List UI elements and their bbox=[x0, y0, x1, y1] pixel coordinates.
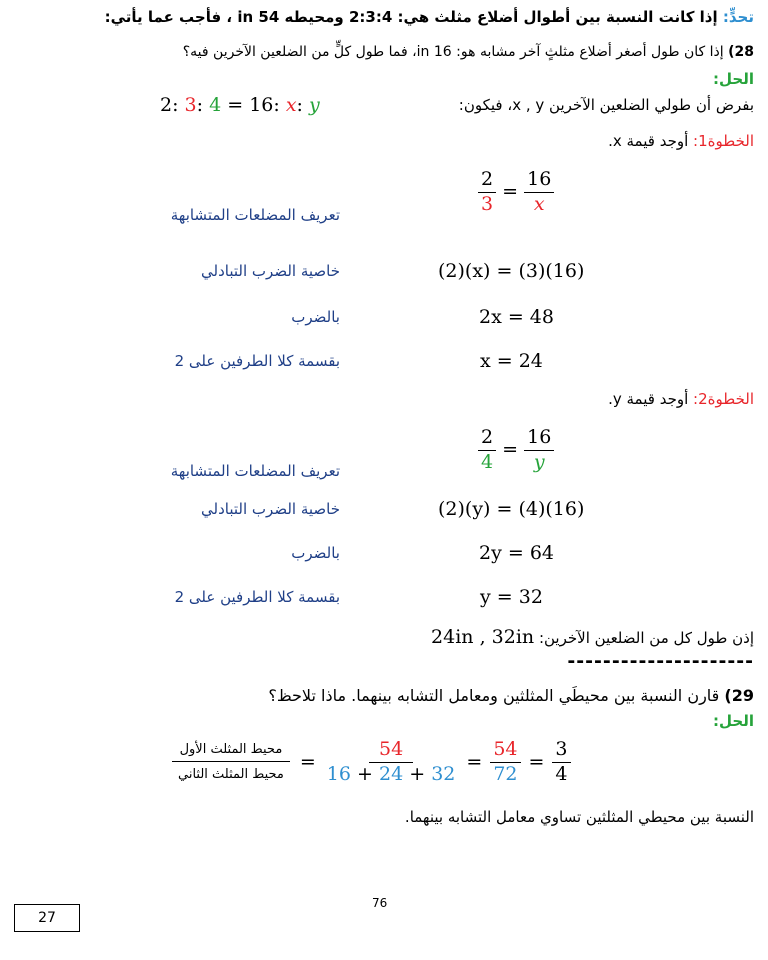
step1-multiply: 2x = 48 bbox=[479, 306, 554, 328]
challenge-header bbox=[105, 8, 754, 26]
challenge-word: تحدٍّ: bbox=[722, 8, 754, 26]
step1-frac-right: $\frac{16}{x}$ bbox=[524, 170, 554, 215]
q29-perimeter-ratio: $\frac{\text{محيط المثلث الأول}}{\text{محيط المثلث الثاني}}$ bbox=[170, 743, 292, 781]
step1-reason-cross: خاصية الضرب التبادلي bbox=[201, 262, 340, 280]
q28-solution-label: الحل: bbox=[713, 70, 754, 88]
q28-intro-text: بفرض أن طولي الضلعين الآخرين x , y، فيكون: bbox=[458, 96, 754, 114]
q29-number: 29) bbox=[724, 686, 754, 705]
step2-multiply: 2y = 64 bbox=[479, 542, 554, 564]
step2-reason-cross: خاصية الضرب التبادلي bbox=[201, 500, 340, 518]
box-number: 27 bbox=[14, 904, 80, 932]
q29-note: النسبة بين محيطي المثلثين تساوي معامل التشابه بينهما. bbox=[404, 808, 754, 826]
q29-ratio-equation: $\frac{\text{محيط المثلث الأول}}{\text{محيط المثلث الثاني}}$ = $\frac{54}{16 + 24 + 32}$ = $\frac{54}{72}$ = $\frac{3}{4}$ bbox=[170, 740, 571, 785]
step2-text: أوجد قيمة y. bbox=[608, 390, 689, 408]
step2-reason-definition: تعريف المضلعات المتشابهة bbox=[170, 462, 340, 480]
q29-text: قارن النسبة بين محيطَي المثلثين ومعامل التشابه بينهما. ماذا تلاحظ؟ bbox=[268, 686, 720, 705]
step1-fraction-equation: $\frac{2}{3}$ = $\frac{16}{x}$ bbox=[478, 170, 554, 215]
challenge-text: إذا كانت النسبة بين أطوال أضلاع مثلث هي: 2:3:4 ومحيطه 54 in ، فأجب عما يأتي: bbox=[104, 8, 718, 26]
step1-text: أوجد قيمة x. bbox=[608, 132, 689, 150]
q29-frac-simplified: $\frac{3}{4}$ bbox=[552, 740, 570, 785]
q29-question bbox=[268, 686, 754, 705]
step1-result: x = 24 bbox=[480, 350, 543, 372]
step1-label: الخطوة1: bbox=[693, 132, 754, 150]
step2-heading bbox=[608, 390, 754, 408]
q28-number: 28) bbox=[728, 44, 754, 60]
step2-result: y = 32 bbox=[480, 586, 543, 608]
step2-reason-divide: بقسمة كلا الطرفين على 2 bbox=[174, 588, 340, 606]
step2-frac-left: $\frac{2}{4}$ bbox=[478, 428, 496, 473]
q28-proportion: 2: 3: 4 = 16: x: y bbox=[160, 94, 320, 116]
page-number: 76 bbox=[372, 896, 388, 910]
step2-frac-right: $\frac{16}{y}$ bbox=[524, 428, 554, 473]
conclusion-value: 24in , 32in bbox=[431, 626, 535, 648]
step2-label: الخطوة2: bbox=[693, 390, 754, 408]
step1-reason-divide: بقسمة كلا الطرفين على 2 bbox=[174, 352, 340, 370]
q28-text: إذا كان طول أصغر أضلاع مثلثٍ آخر مشابه هو: 16 in، فما طول كلٍّ من الضلعين الآخرين فيه؟ bbox=[182, 44, 724, 60]
q28-question bbox=[183, 44, 754, 60]
step1-frac-left: $\frac{2}{3}$ bbox=[478, 170, 496, 215]
step1-reason-multiply: بالضرب bbox=[291, 308, 340, 326]
q29-frac-total: $\frac{54}{72}$ bbox=[490, 740, 520, 785]
conclusion-text: إذن طول كل من الضلعين الآخرين: bbox=[538, 629, 754, 647]
step2-reason-multiply: بالضرب bbox=[291, 544, 340, 562]
separator-line: --------------------- bbox=[567, 650, 754, 672]
step2-fraction-equation: $\frac{2}{4}$ = $\frac{16}{y}$ bbox=[478, 428, 554, 473]
q29-frac-sum: $\frac{54}{16 + 24 + 32}$ bbox=[326, 738, 456, 785]
q28-conclusion bbox=[431, 626, 754, 648]
step1-cross-product: (2)(x) = (3)(16) bbox=[438, 260, 585, 282]
q29-solution-label: الحل: bbox=[713, 712, 754, 730]
step1-heading bbox=[608, 132, 754, 150]
step2-cross-product: (2)(y) = (4)(16) bbox=[438, 498, 585, 520]
step1-reason-definition: تعريف المضلعات المتشابهة bbox=[170, 206, 340, 224]
